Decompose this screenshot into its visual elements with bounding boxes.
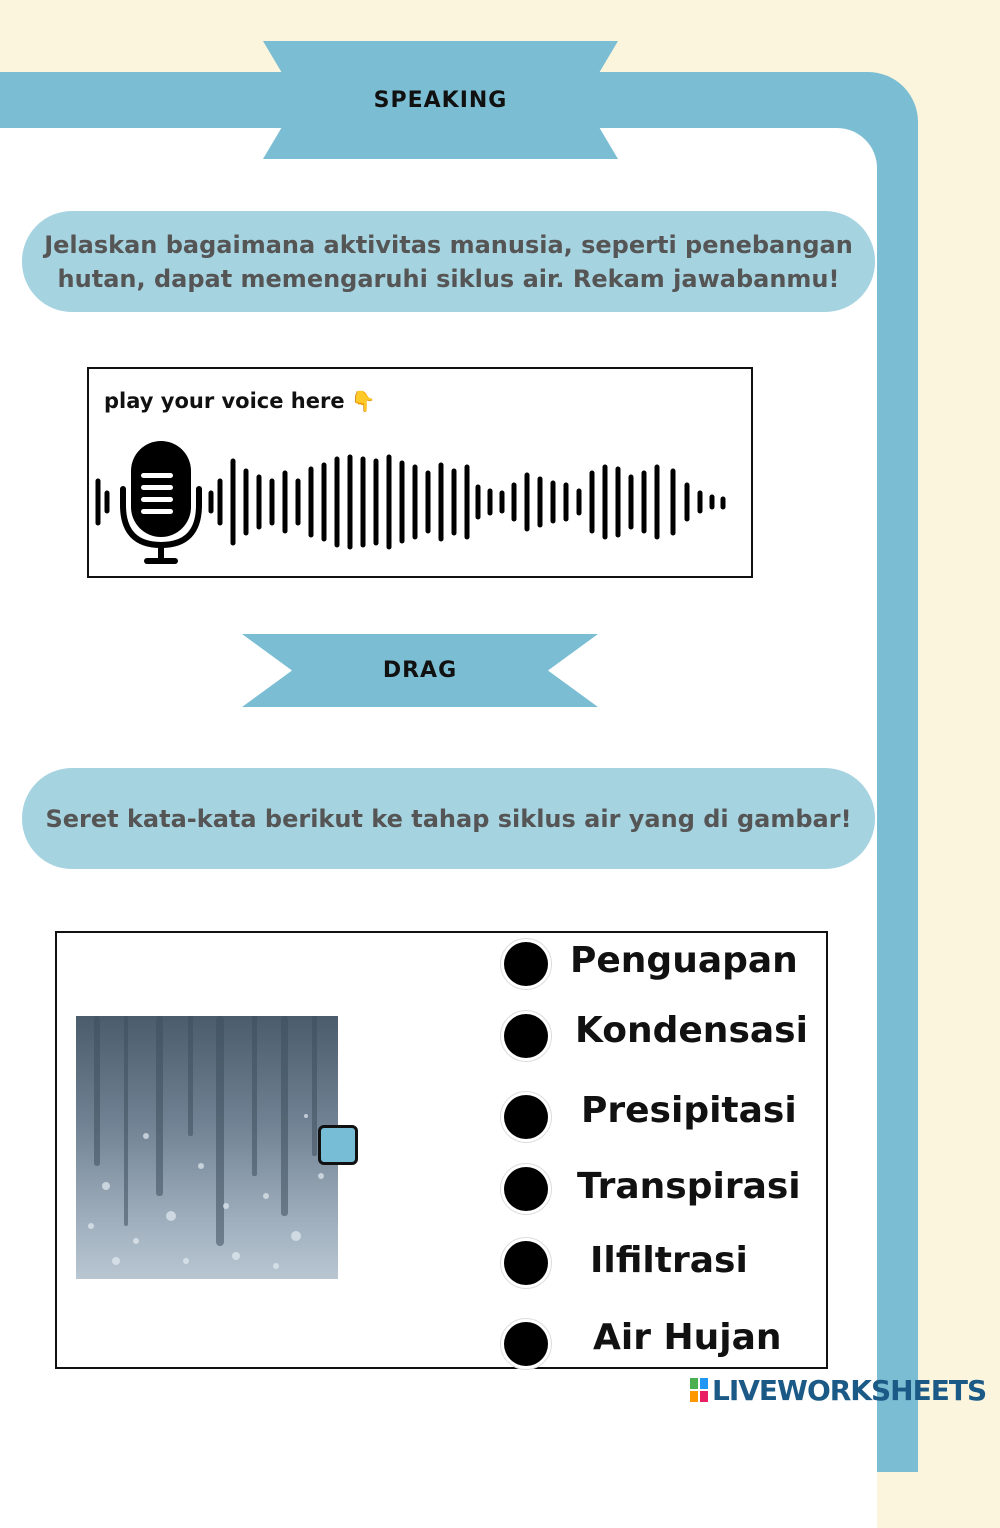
word-dot-kondensasi[interactable]	[500, 1010, 552, 1062]
liveworksheets-logo-icon	[690, 1378, 708, 1402]
dot-fill	[504, 1167, 548, 1211]
word-presipitasi[interactable]: Presipitasi	[581, 1090, 797, 1131]
drag-heading-ribbon	[242, 634, 598, 707]
speaking-heading-ribbon	[263, 41, 618, 159]
word-transpirasi[interactable]: Transpirasi	[577, 1166, 801, 1207]
condensation-image	[76, 1016, 338, 1279]
drop-target-slot[interactable]	[318, 1125, 358, 1165]
water-droplets-picture	[76, 1016, 338, 1279]
word-kondensasi[interactable]: Kondensasi	[575, 1010, 808, 1051]
speaking-heading: SPEAKING	[373, 87, 508, 113]
hand-pointing-down-icon: 👇	[350, 389, 376, 413]
dot-fill	[504, 942, 548, 986]
word-air-hujan[interactable]: Air Hujan	[593, 1317, 782, 1358]
word-dot-air-hujan[interactable]	[500, 1318, 552, 1370]
word-dot-ilfiltrasi[interactable]	[500, 1237, 552, 1289]
dot-fill	[504, 1241, 548, 1285]
word-penguapan[interactable]: Penguapan	[570, 940, 798, 981]
drag-heading: DRAG	[382, 658, 458, 683]
dot-fill	[504, 1322, 548, 1366]
drag-instruction: Seret kata-kata berikut ke tahap siklus air yang di gambar!	[22, 768, 875, 869]
word-dot-presipitasi[interactable]	[500, 1091, 552, 1143]
microphone-icon	[119, 439, 203, 567]
word-dot-transpirasi[interactable]	[500, 1163, 552, 1215]
voice-label: play your voice here 👇	[104, 389, 376, 413]
dot-fill	[504, 1014, 548, 1058]
liveworksheets-brand: LIVEWORKSHEETS	[690, 1372, 986, 1408]
speaking-instruction: Jelaskan bagaimana aktivitas manusia, seperti penebangan hutan, dapat memengaruhi siklus air. Rekam jawabanmu!	[22, 211, 875, 312]
voice-recorder-box[interactable]	[87, 367, 753, 578]
word-dot-penguapan[interactable]	[500, 938, 552, 990]
dot-fill	[504, 1095, 548, 1139]
word-ilfiltrasi[interactable]: Ilfiltrasi	[590, 1240, 748, 1281]
